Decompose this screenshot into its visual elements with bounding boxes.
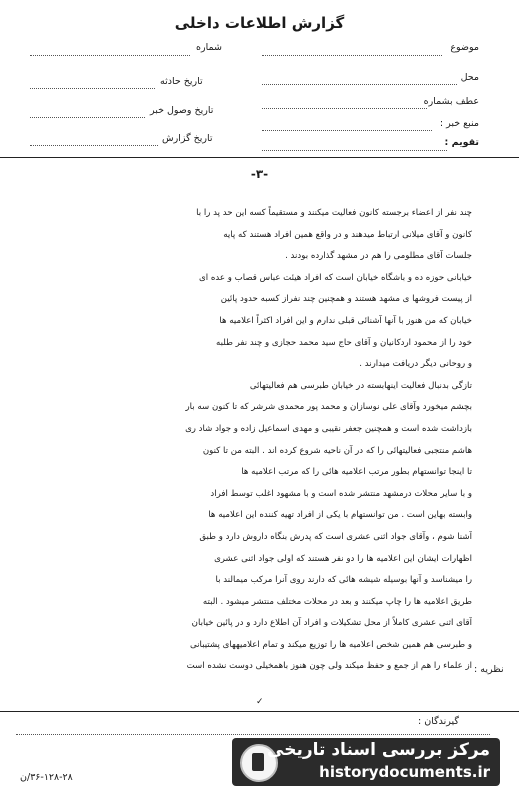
reference-line <box>262 108 427 109</box>
place-label: محل <box>460 72 479 83</box>
source-line <box>262 130 432 131</box>
subject-line <box>262 55 442 56</box>
body-line: خیابان که من هنوز با آنها آشنائی قبلی ندارم و این افراد اکثراً اعلامیه ها <box>219 315 472 326</box>
body-line: تا اینجا توانستهام بطور مرتب اعلامیه هائی را که مرتب اعلامیه ها <box>241 467 472 478</box>
watermark-url: historydocuments.ir <box>319 763 490 781</box>
body-line: بازداشت شده است و همچنین جعفر نقیبی و مهدی اسماعیل زاده و جواد شاد ری <box>185 423 472 434</box>
body-line: کانون و آقای میلانی ارتباط میدهند و در واقع همین افراد هستند که پایه <box>223 229 472 240</box>
rating-line <box>262 150 447 151</box>
body-line: را میشناسد و آنها بوسیله شیشه هائی که دارند روی آنرا مرکب میمالند با <box>215 575 472 586</box>
body-line: خیابانی حوزه ده و باشگاه خیابان است که افراد هیئت عباس قصاب و عده ای <box>199 272 472 283</box>
body-line: تازگی بدنبال فعالیت اینهابسته در خیابان طبرسی هم فعالیتهائی <box>249 380 472 391</box>
body-line: آقای اثنی عشری کاملاً از محل تشکیلات و افراد آن اطلاع دارد و در پائین خیابان <box>191 618 472 629</box>
place-line <box>262 84 457 85</box>
body-line: و روحانی دیگر دریافت میدارند . <box>359 359 472 370</box>
report-date-line <box>30 145 158 146</box>
news-received-label: تاریخ وصول خبر <box>150 105 214 116</box>
body-line: و طبرسی هم همین شخص اعلامیه ها را توزیع میکند و تمام اعلامیههای پشتیبانی <box>189 639 472 650</box>
subject-label: موضوع <box>450 42 479 53</box>
body-line: هاشم منتجبی فعالیتهائی را که در آن ناحیه شروع کرده اند . البته من تا کنون <box>202 445 472 456</box>
check-mark: ✓ <box>256 697 264 707</box>
page-number: -۳- <box>250 167 269 181</box>
body-line: بچشم میخورد وآقای علی نوسازان و محمد پور محمدی شرشر که تا کنون سه بار <box>185 402 472 413</box>
body-line: از علماء را هم از جمع و حفظ میکند ولی چون هنوز باهمخیلی دوست نشده است <box>186 661 472 672</box>
report-date-label: تاریخ گزارش <box>162 133 213 144</box>
body-line: وابسته بهاین است . من توانستهام با یکی از افراد تهیه کننده این اعلامیه ها <box>208 510 472 521</box>
news-received-line <box>30 117 145 118</box>
watermark-title: مرکز بررسی اسناد تاریخی <box>267 740 490 760</box>
recipients-line <box>16 734 490 735</box>
number-line <box>30 55 190 56</box>
body-line: از پیست فروشها ی مشهد هستند و همچنین چند نفراز کسبه حدود پائین <box>220 294 472 305</box>
header-divider <box>0 157 519 158</box>
rating-label: تقویم : <box>444 137 479 148</box>
report-body <box>52 203 472 678</box>
recipients-label: گیرندگان : <box>418 716 459 727</box>
body-line: اظهارات ایشان این اعلامیه ها را دو نفر هستند که اولی جواد اثنی عشری <box>214 553 472 564</box>
number-label: شماره <box>196 42 222 53</box>
body-line: خود را از محمود اردکانیان و آقای حاج سید محمد حجازی و چند نفر طلبه <box>216 337 472 348</box>
body-line: جلسات آقای مطلومی را هم در مشهد گذارده بودند . <box>285 251 472 262</box>
incident-date-label: تاریخ حادثه <box>160 76 203 87</box>
body-line: چند نفر از اعضاء برجسته کانون فعالیت میکنند و مستقیماً کسه این حد پد را با <box>196 208 472 218</box>
body-line: و با سایر محلات درمشهد منتشر شده است و با مشهود اغلب توسط افراد <box>210 488 472 499</box>
reference-label: عطف بشماره <box>423 96 479 107</box>
report-title: گزارش اطلاعات داخلی <box>174 14 345 32</box>
body-line: طریق اعلامیه ها را چاپ میکنند و بعد در محلات مختلف منتشر میشود . البته <box>202 596 472 607</box>
incident-date-line <box>30 88 155 89</box>
document-number: ۳۶-۱۲۸-۲۸/ن <box>20 772 73 783</box>
archive-watermark <box>232 738 500 786</box>
source-label: منبع خبر : <box>439 118 479 129</box>
footer-divider <box>0 711 519 712</box>
body-line: آشنا شوم ، وآقای جواد اثنی عشری است که پدرش بنگاه داروش دارد و طبق <box>199 531 472 542</box>
opinion-label: نظریه : <box>474 664 504 675</box>
